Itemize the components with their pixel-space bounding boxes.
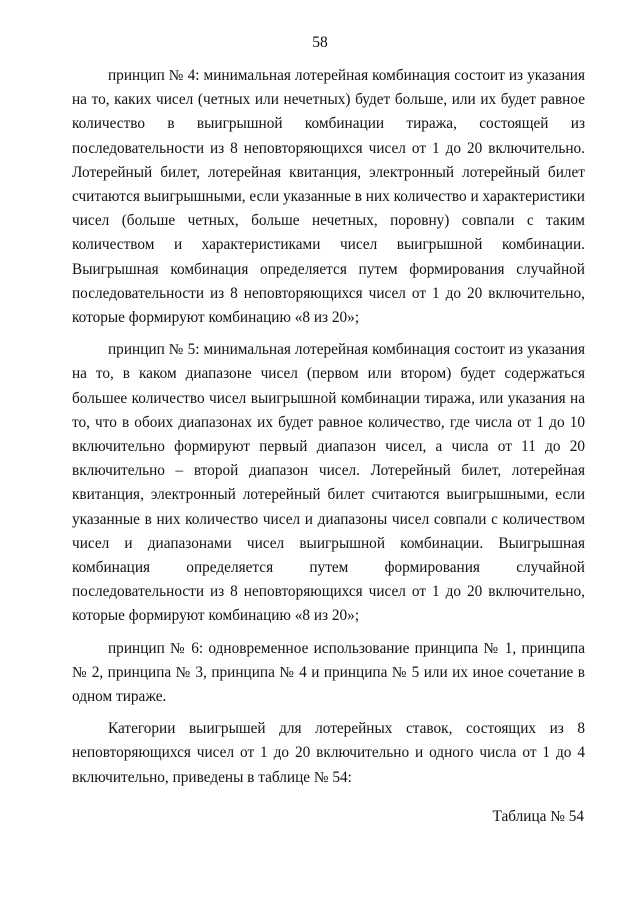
paragraph-categories: Категории выигрышей для лотерейных ставок, состоящих из 8 неповторяющихся чисел от 1 до 20 включительно и одного числа от 1 до 4 включительно, приведены в таблице № 54: xyxy=(72,720,585,786)
paragraph-principle-4: принцип № 4: минимальная лотерейная комбинация состоит из указания на то, каких чисел (четных или нечетных) будет больше, или их будет равное количество в выигрышной комбинации тиража, состоящей из последовательности из 8 неповторяющихся чисел от 1 до 20 включительно. Лотерейный билет, лотерейная квитанция, электронный лотерейный билет считаются выигрышными, если указанные в них количество и характеристики чисел (больше четных, больше нечетных, поровну) совпали с таким количеством и характеристиками чисел выигрышной комбинации. Выигрышная комбинация определяется путем формирования случайной последовательности из 8 неповторяющихся чисел от 1 до 20 включительно, которые формируют комбинацию «8 из 20»; xyxy=(72,67,585,327)
paragraph-principle-6: принцип № 6: одновременное использование принципа № 1, принципа № 2, принципа № 3, принципа № 4 и принципа № 5 или их иное сочетание в одном тираже. xyxy=(72,639,585,706)
paragraph-principle-5: принцип № 5: минимальная лотерейная комбинация состоит из указания на то, в каком диапазоне чисел (первом или втором) будет содержаться большее количество чисел выигрышной комбинации тиража, или указания на то, что в обоих диапазонах их будет равное количество, где числа от 1 до 10 включительно формируют первый диапазон чисел, а числа от 11 до 20 включительно – второй диапазон чисел. Лотерейный билет, лотерейная квитанция, электронный лотерейный билет считаются выигрышными, если указанные в них количество чисел и диапазоны чисел совпали с количеством чисел и диапазонами чисел выигрышной комбинации. Выигрышная комбинация определяется путем формирования случайной последовательности из 8 неповторяющихся чисел от 1 до 20 включительно, которые формируют комбинацию «8 из 20»; xyxy=(72,341,585,625)
page-number: 58 xyxy=(312,34,328,51)
table-caption: Таблица № 54 xyxy=(492,808,584,825)
document-body xyxy=(72,64,585,797)
